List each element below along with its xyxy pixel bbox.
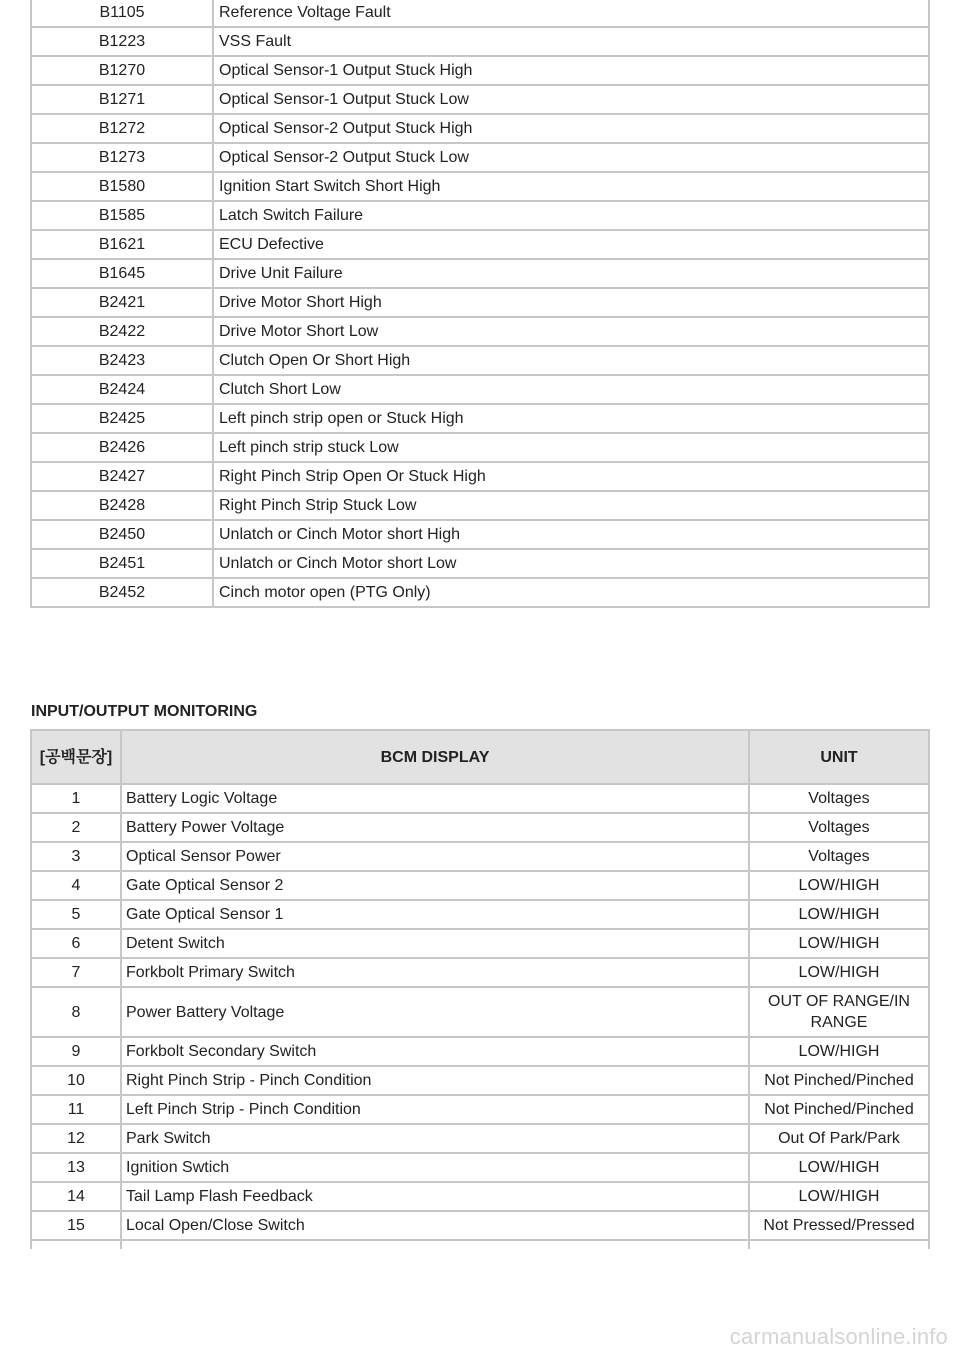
dtc-description: Left pinch strip open or Stuck High <box>213 404 929 433</box>
table-row <box>31 288 929 317</box>
watermark: carmanualsonline.info <box>729 1324 948 1349</box>
bcm-display: Detent Switch <box>121 929 749 958</box>
continuation-cell <box>121 1240 749 1249</box>
table-row <box>31 1182 929 1211</box>
table-row <box>31 491 929 520</box>
dtc-code: B2426 <box>31 433 213 462</box>
section-heading: INPUT/OUTPUT MONITORING <box>31 703 258 720</box>
dtc-description: Drive Unit Failure <box>213 259 929 288</box>
unit: Voltages <box>749 813 929 842</box>
bcm-display: Local Open/Close Switch <box>121 1211 749 1240</box>
row-number: 9 <box>31 1037 121 1066</box>
row-number: 14 <box>31 1182 121 1211</box>
dtc-description: Right Pinch Strip Stuck Low <box>213 491 929 520</box>
dtc-table-body <box>31 0 929 607</box>
table-row <box>31 27 929 56</box>
row-number: 4 <box>31 871 121 900</box>
io-table-header <box>31 730 929 784</box>
row-number: 10 <box>31 1066 121 1095</box>
dtc-code: B2452 <box>31 578 213 607</box>
unit: Out Of Park/Park <box>749 1124 929 1153</box>
dtc-code: B1105 <box>31 0 213 27</box>
row-number: 12 <box>31 1124 121 1153</box>
continuation-cell <box>749 1240 929 1249</box>
row-number: 2 <box>31 813 121 842</box>
dtc-code: B1580 <box>31 172 213 201</box>
column-header-display: BCM DISPLAY <box>121 730 749 784</box>
row-number: 11 <box>31 1095 121 1124</box>
dtc-description: Optical Sensor-2 Output Stuck Low <box>213 143 929 172</box>
bcm-display: Forkbolt Secondary Switch <box>121 1037 749 1066</box>
unit: Voltages <box>749 784 929 813</box>
table-row <box>31 346 929 375</box>
dtc-code: B2425 <box>31 404 213 433</box>
table-row <box>31 317 929 346</box>
table-row <box>31 172 929 201</box>
unit: LOW/HIGH <box>749 1153 929 1182</box>
dtc-description: Optical Sensor-1 Output Stuck Low <box>213 85 929 114</box>
row-number: 15 <box>31 1211 121 1240</box>
table-row <box>31 404 929 433</box>
bcm-display: Battery Power Voltage <box>121 813 749 842</box>
unit: LOW/HIGH <box>749 1037 929 1066</box>
dtc-code: B1272 <box>31 114 213 143</box>
dtc-code: B1273 <box>31 143 213 172</box>
table-row <box>31 842 929 871</box>
dtc-description: Clutch Open Or Short High <box>213 346 929 375</box>
unit: LOW/HIGH <box>749 929 929 958</box>
table-row <box>31 549 929 578</box>
bcm-display: Gate Optical Sensor 1 <box>121 900 749 929</box>
table-row <box>31 1037 929 1066</box>
io-monitoring-table <box>30 729 930 1249</box>
unit: Not Pinched/Pinched <box>749 1095 929 1124</box>
bcm-display: Park Switch <box>121 1124 749 1153</box>
dtc-code: B1645 <box>31 259 213 288</box>
dtc-description: Optical Sensor-1 Output Stuck High <box>213 56 929 85</box>
table-row <box>31 520 929 549</box>
dtc-description: Drive Motor Short High <box>213 288 929 317</box>
dtc-description: Latch Switch Failure <box>213 201 929 230</box>
dtc-code: B2451 <box>31 549 213 578</box>
table-row <box>31 1066 929 1095</box>
continuation-cell <box>31 1240 121 1249</box>
table-row <box>31 987 929 1037</box>
dtc-table <box>30 0 930 608</box>
table-row <box>31 813 929 842</box>
dtc-code: B1270 <box>31 56 213 85</box>
table-row <box>31 958 929 987</box>
bcm-display: Gate Optical Sensor 2 <box>121 871 749 900</box>
dtc-description: Left pinch strip stuck Low <box>213 433 929 462</box>
table-row <box>31 784 929 813</box>
dtc-description: VSS Fault <box>213 27 929 56</box>
row-number: 1 <box>31 784 121 813</box>
unit: LOW/HIGH <box>749 958 929 987</box>
dtc-description: Cinch motor open (PTG Only) <box>213 578 929 607</box>
dtc-code: B2424 <box>31 375 213 404</box>
row-number: 13 <box>31 1153 121 1182</box>
dtc-code: B1621 <box>31 230 213 259</box>
column-header-number: [공백문장] <box>31 730 121 784</box>
bcm-display: Right Pinch Strip - Pinch Condition <box>121 1066 749 1095</box>
table-row <box>31 1124 929 1153</box>
dtc-description: Ignition Start Switch Short High <box>213 172 929 201</box>
dtc-description: Drive Motor Short Low <box>213 317 929 346</box>
table-row <box>31 230 929 259</box>
header-row <box>31 730 929 784</box>
unit: OUT OF RANGE/IN RANGE <box>749 987 929 1037</box>
table-row <box>31 0 929 27</box>
table-row <box>31 578 929 607</box>
column-header-unit: UNIT <box>749 730 929 784</box>
bcm-display: Battery Logic Voltage <box>121 784 749 813</box>
table-row <box>31 201 929 230</box>
table-row <box>31 375 929 404</box>
bcm-display: Power Battery Voltage <box>121 987 749 1037</box>
row-number: 3 <box>31 842 121 871</box>
table-row <box>31 900 929 929</box>
dtc-description: Unlatch or Cinch Motor short Low <box>213 549 929 578</box>
bcm-display: Forkbolt Primary Switch <box>121 958 749 987</box>
dtc-code: B1223 <box>31 27 213 56</box>
table-row <box>31 56 929 85</box>
bcm-display: Tail Lamp Flash Feedback <box>121 1182 749 1211</box>
bcm-display: Optical Sensor Power <box>121 842 749 871</box>
dtc-description: Optical Sensor-2 Output Stuck High <box>213 114 929 143</box>
row-number: 6 <box>31 929 121 958</box>
table-row-continuation <box>31 1240 929 1249</box>
table-row <box>31 929 929 958</box>
unit: Voltages <box>749 842 929 871</box>
dtc-description: Unlatch or Cinch Motor short High <box>213 520 929 549</box>
table-row <box>31 1153 929 1182</box>
dtc-description: Clutch Short Low <box>213 375 929 404</box>
dtc-code: B2427 <box>31 462 213 491</box>
dtc-code: B2421 <box>31 288 213 317</box>
dtc-code: B1271 <box>31 85 213 114</box>
table-row <box>31 85 929 114</box>
unit: LOW/HIGH <box>749 871 929 900</box>
io-table-body <box>31 784 929 1249</box>
unit: Not Pressed/Pressed <box>749 1211 929 1240</box>
table-row <box>31 462 929 491</box>
row-number: 8 <box>31 987 121 1037</box>
table-row <box>31 871 929 900</box>
unit: Not Pinched/Pinched <box>749 1066 929 1095</box>
unit: LOW/HIGH <box>749 1182 929 1211</box>
table-row <box>31 114 929 143</box>
table-row <box>31 143 929 172</box>
dtc-code: B1585 <box>31 201 213 230</box>
dtc-description: ECU Defective <box>213 230 929 259</box>
table-row <box>31 259 929 288</box>
dtc-code: B2422 <box>31 317 213 346</box>
bcm-display: Left Pinch Strip - Pinch Condition <box>121 1095 749 1124</box>
bcm-display: Ignition Swtich <box>121 1153 749 1182</box>
unit: LOW/HIGH <box>749 900 929 929</box>
table-row <box>31 1211 929 1240</box>
row-number: 5 <box>31 900 121 929</box>
table-row <box>31 433 929 462</box>
row-number: 7 <box>31 958 121 987</box>
dtc-description: Right Pinch Strip Open Or Stuck High <box>213 462 929 491</box>
dtc-code: B2428 <box>31 491 213 520</box>
table-row <box>31 1095 929 1124</box>
dtc-description: Reference Voltage Fault <box>213 0 929 27</box>
dtc-code: B2450 <box>31 520 213 549</box>
dtc-code: B2423 <box>31 346 213 375</box>
